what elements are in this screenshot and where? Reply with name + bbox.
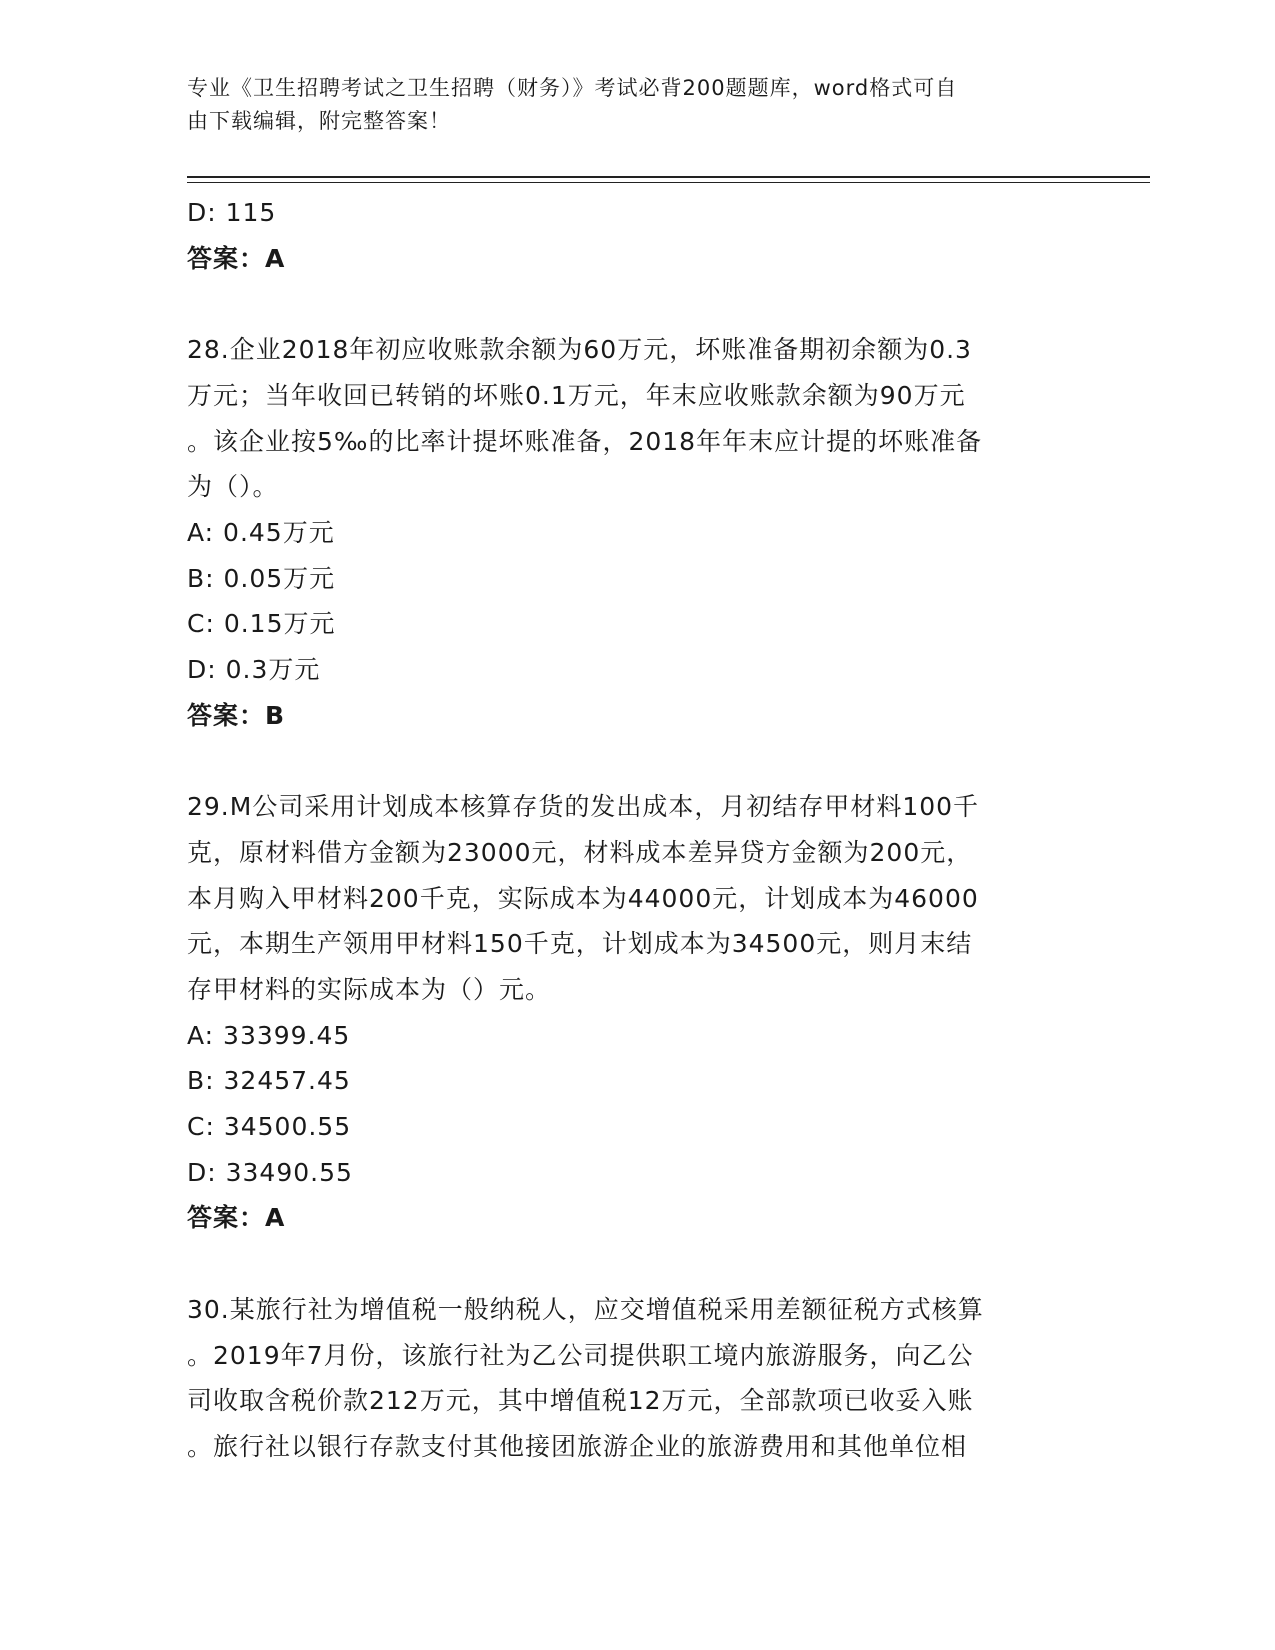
question-text-line: 本月购入甲材料200千克，实际成本为44000元，计划成本为46000 (187, 883, 979, 913)
option-d: D: 0.3万元 (187, 655, 321, 685)
spacer (187, 281, 1067, 327)
question-text-line: 万元；当年收回已转销的坏账0.1万元，年末应收账款余额为90万元 (187, 380, 966, 410)
spacer (187, 1241, 1067, 1287)
option-b: B: 32457.45 (187, 1066, 351, 1096)
option-a: A: 0.45万元 (187, 517, 335, 547)
answer-line: 答案：A (187, 1203, 286, 1233)
question-29 (187, 784, 1067, 1241)
question-text-line: 存甲材料的实际成本为（）元。 (187, 974, 552, 1004)
question-list (187, 190, 1067, 1470)
question-text-line: 30.某旅行社为增值税一般纳税人，应交增值税采用差额征税方式核算 (187, 1294, 984, 1324)
option-b: B: 0.05万元 (187, 563, 336, 593)
header-line-2: 由下载编辑，附完整答案！ (187, 109, 451, 133)
question-text-line: 元，本期生产领用甲材料150千克，计划成本为34500元，则月末结 (187, 929, 973, 959)
page-header (187, 72, 1067, 138)
question-text-line: 28.企业2018年初应收账款余额为60万元，坏账准备期初余额为0.3 (187, 335, 972, 365)
option-a: A: 33399.45 (187, 1020, 351, 1050)
question-text-line: 为（）。 (187, 472, 279, 502)
option-d: D: 33490.55 (187, 1157, 353, 1187)
option-c: C: 0.15万元 (187, 609, 336, 639)
header-divider-thick (187, 176, 1150, 178)
question-text-line: 司收取含税价款212万元，其中增值税12万元，全部款项已收妥入账 (187, 1386, 974, 1416)
question-28 (187, 327, 1067, 738)
option-c: C: 34500.55 (187, 1112, 352, 1142)
answer-line: 答案：B (187, 700, 286, 730)
option-d: D: 115 (187, 198, 277, 227)
question-text-line: 。旅行社以银行存款支付其他接团旅游企业的旅游费用和其他单位相 (187, 1431, 968, 1461)
question-text-line: 。2019年7月份，该旅行社为乙公司提供职工境内旅游服务，向乙公 (187, 1340, 974, 1370)
question-30 (187, 1287, 1067, 1470)
spacer (187, 738, 1067, 784)
header-divider-thin (187, 182, 1150, 183)
header-line-1: 专业《卫生招聘考试之卫生招聘（财务）》考试必背200题题库，word格式可自 (187, 76, 958, 100)
previous-question-tail (187, 190, 1067, 281)
question-text-line: 29.M公司采用计划成本核算存货的发出成本，月初结存甲材料100千 (187, 792, 980, 822)
question-text-line: 克，原材料借方金额为23000元，材料成本差异贷方金额为200元， (187, 837, 973, 867)
question-text-line: 。该企业按5‰的比率计提坏账准备，2018年年末应计提的坏账准备 (187, 426, 983, 456)
answer-line: 答案：A (187, 243, 286, 273)
